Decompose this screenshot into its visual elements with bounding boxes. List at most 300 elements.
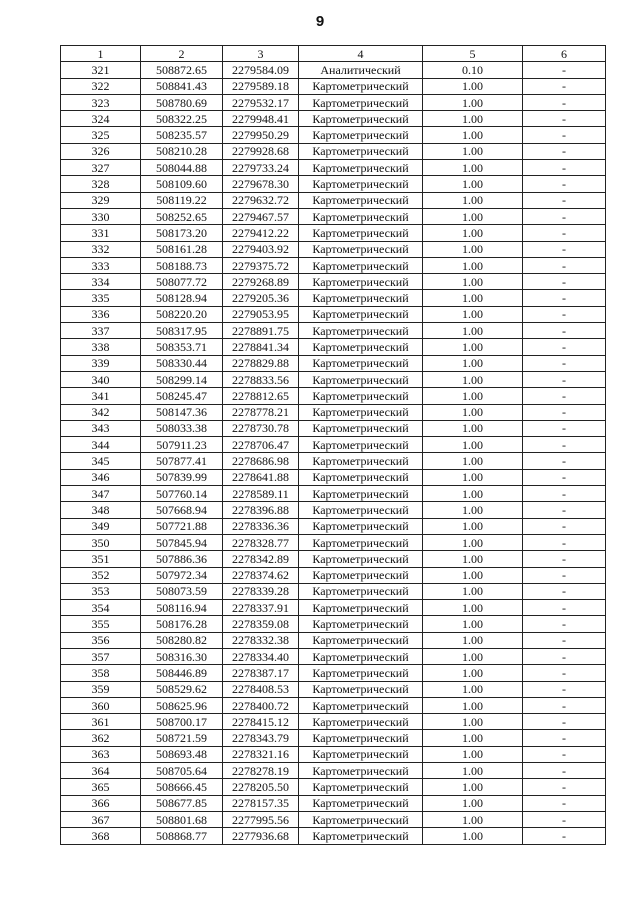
note-cell: - xyxy=(523,632,606,648)
note-cell: - xyxy=(523,192,606,208)
y-coordinate-cell: 2278829.88 xyxy=(223,355,299,371)
y-coordinate-cell: 2278891.75 xyxy=(223,323,299,339)
table-row xyxy=(61,241,606,257)
y-coordinate-cell: 2278332.38 xyxy=(223,632,299,648)
table-row xyxy=(61,404,606,420)
method-cell: Картометрический xyxy=(299,453,423,469)
accuracy-cell: 1.00 xyxy=(423,811,523,827)
y-coordinate-cell: 2278396.88 xyxy=(223,502,299,518)
table-row xyxy=(61,143,606,159)
y-coordinate-cell: 2278706.47 xyxy=(223,437,299,453)
note-cell: - xyxy=(523,714,606,730)
x-coordinate-cell: 508625.96 xyxy=(141,697,223,713)
column-header-3: 3 xyxy=(223,46,299,62)
method-cell: Картометрический xyxy=(299,779,423,795)
y-coordinate-cell: 2278321.16 xyxy=(223,746,299,762)
point-number-cell: 322 xyxy=(61,78,141,94)
method-cell: Картометрический xyxy=(299,828,423,844)
table-row xyxy=(61,600,606,616)
point-number-cell: 341 xyxy=(61,388,141,404)
y-coordinate-cell: 2277995.56 xyxy=(223,811,299,827)
note-cell: - xyxy=(523,453,606,469)
method-cell: Картометрический xyxy=(299,257,423,273)
x-coordinate-cell: 508666.45 xyxy=(141,779,223,795)
point-number-cell: 334 xyxy=(61,274,141,290)
y-coordinate-cell: 2278415.12 xyxy=(223,714,299,730)
table-row xyxy=(61,453,606,469)
table-row xyxy=(61,323,606,339)
note-cell: - xyxy=(523,469,606,485)
point-number-cell: 351 xyxy=(61,551,141,567)
accuracy-cell: 1.00 xyxy=(423,241,523,257)
point-number-cell: 332 xyxy=(61,241,141,257)
point-number-cell: 345 xyxy=(61,453,141,469)
table-row xyxy=(61,714,606,730)
accuracy-cell: 1.00 xyxy=(423,779,523,795)
method-cell: Картометрический xyxy=(299,811,423,827)
x-coordinate-cell: 508721.59 xyxy=(141,730,223,746)
method-cell: Картометрический xyxy=(299,600,423,616)
y-coordinate-cell: 2279632.72 xyxy=(223,192,299,208)
note-cell: - xyxy=(523,518,606,534)
method-cell: Картометрический xyxy=(299,681,423,697)
note-cell: - xyxy=(523,143,606,159)
table-row xyxy=(61,665,606,681)
point-number-cell: 344 xyxy=(61,437,141,453)
y-coordinate-cell: 2278359.08 xyxy=(223,616,299,632)
table-row xyxy=(61,648,606,664)
y-coordinate-cell: 2279928.68 xyxy=(223,143,299,159)
accuracy-cell: 1.00 xyxy=(423,681,523,697)
table-row xyxy=(61,632,606,648)
table-row xyxy=(61,274,606,290)
x-coordinate-cell: 508693.48 xyxy=(141,746,223,762)
y-coordinate-cell: 2278205.50 xyxy=(223,779,299,795)
x-coordinate-cell: 508147.36 xyxy=(141,404,223,420)
accuracy-cell: 1.00 xyxy=(423,176,523,192)
accuracy-cell: 1.00 xyxy=(423,616,523,632)
note-cell: - xyxy=(523,551,606,567)
point-number-cell: 343 xyxy=(61,420,141,436)
note-cell: - xyxy=(523,208,606,224)
point-number-cell: 353 xyxy=(61,583,141,599)
method-cell: Картометрический xyxy=(299,339,423,355)
x-coordinate-cell: 507839.99 xyxy=(141,469,223,485)
point-number-cell: 362 xyxy=(61,730,141,746)
note-cell: - xyxy=(523,94,606,110)
note-cell: - xyxy=(523,388,606,404)
accuracy-cell: 1.00 xyxy=(423,828,523,844)
accuracy-cell: 1.00 xyxy=(423,111,523,127)
point-number-cell: 333 xyxy=(61,257,141,273)
note-cell: - xyxy=(523,371,606,387)
x-coordinate-cell: 508299.14 xyxy=(141,371,223,387)
y-coordinate-cell: 2278278.19 xyxy=(223,763,299,779)
method-cell: Картометрический xyxy=(299,616,423,632)
accuracy-cell: 1.00 xyxy=(423,453,523,469)
y-coordinate-cell: 2279948.41 xyxy=(223,111,299,127)
x-coordinate-cell: 508322.25 xyxy=(141,111,223,127)
point-number-cell: 352 xyxy=(61,567,141,583)
table-row xyxy=(61,730,606,746)
accuracy-cell: 1.00 xyxy=(423,665,523,681)
column-header-2: 2 xyxy=(141,46,223,62)
point-number-cell: 348 xyxy=(61,502,141,518)
method-cell: Картометрический xyxy=(299,192,423,208)
point-number-cell: 358 xyxy=(61,665,141,681)
accuracy-cell: 1.00 xyxy=(423,763,523,779)
accuracy-cell: 1.00 xyxy=(423,257,523,273)
x-coordinate-cell: 508044.88 xyxy=(141,160,223,176)
method-cell: Картометрический xyxy=(299,763,423,779)
point-number-cell: 337 xyxy=(61,323,141,339)
x-coordinate-cell: 508280.82 xyxy=(141,632,223,648)
x-coordinate-cell: 507877.41 xyxy=(141,453,223,469)
y-coordinate-cell: 2278334.40 xyxy=(223,648,299,664)
accuracy-cell: 1.00 xyxy=(423,323,523,339)
y-coordinate-cell: 2278778.21 xyxy=(223,404,299,420)
x-coordinate-cell: 508330.44 xyxy=(141,355,223,371)
header-row xyxy=(61,46,606,62)
x-coordinate-cell: 508801.68 xyxy=(141,811,223,827)
y-coordinate-cell: 2278833.56 xyxy=(223,371,299,387)
table-row xyxy=(61,388,606,404)
y-coordinate-cell: 2279403.92 xyxy=(223,241,299,257)
point-number-cell: 367 xyxy=(61,811,141,827)
accuracy-cell: 1.00 xyxy=(423,600,523,616)
point-number-cell: 331 xyxy=(61,225,141,241)
x-coordinate-cell: 508700.17 xyxy=(141,714,223,730)
accuracy-cell: 1.00 xyxy=(423,486,523,502)
method-cell: Картометрический xyxy=(299,518,423,534)
table-row xyxy=(61,225,606,241)
point-number-cell: 354 xyxy=(61,600,141,616)
point-number-cell: 335 xyxy=(61,290,141,306)
method-cell: Картометрический xyxy=(299,795,423,811)
note-cell: - xyxy=(523,274,606,290)
table-row xyxy=(61,616,606,632)
coordinates-table xyxy=(60,45,606,845)
column-header-1: 1 xyxy=(61,46,141,62)
point-number-cell: 329 xyxy=(61,192,141,208)
y-coordinate-cell: 2278342.89 xyxy=(223,551,299,567)
accuracy-cell: 1.00 xyxy=(423,94,523,110)
note-cell: - xyxy=(523,323,606,339)
table-row xyxy=(61,437,606,453)
y-coordinate-cell: 2279467.57 xyxy=(223,208,299,224)
method-cell: Картометрический xyxy=(299,208,423,224)
method-cell: Картометрический xyxy=(299,420,423,436)
x-coordinate-cell: 508705.64 xyxy=(141,763,223,779)
point-number-cell: 321 xyxy=(61,62,141,78)
point-number-cell: 364 xyxy=(61,763,141,779)
note-cell: - xyxy=(523,811,606,827)
method-cell: Картометрический xyxy=(299,94,423,110)
note-cell: - xyxy=(523,681,606,697)
x-coordinate-cell: 508841.43 xyxy=(141,78,223,94)
x-coordinate-cell: 508161.28 xyxy=(141,241,223,257)
table-row xyxy=(61,828,606,844)
accuracy-cell: 1.00 xyxy=(423,551,523,567)
accuracy-cell: 1.00 xyxy=(423,290,523,306)
table-row xyxy=(61,795,606,811)
x-coordinate-cell: 508872.65 xyxy=(141,62,223,78)
table-row xyxy=(61,420,606,436)
method-cell: Картометрический xyxy=(299,274,423,290)
note-cell: - xyxy=(523,160,606,176)
accuracy-cell: 1.00 xyxy=(423,274,523,290)
x-coordinate-cell: 508317.95 xyxy=(141,323,223,339)
method-cell: Картометрический xyxy=(299,78,423,94)
accuracy-cell: 1.00 xyxy=(423,534,523,550)
accuracy-cell: 1.00 xyxy=(423,730,523,746)
method-cell: Картометрический xyxy=(299,160,423,176)
method-cell: Картометрический xyxy=(299,225,423,241)
method-cell: Аналитический xyxy=(299,62,423,78)
x-coordinate-cell: 508252.65 xyxy=(141,208,223,224)
table-row xyxy=(61,78,606,94)
point-number-cell: 355 xyxy=(61,616,141,632)
x-coordinate-cell: 508780.69 xyxy=(141,94,223,110)
x-coordinate-cell: 508128.94 xyxy=(141,290,223,306)
y-coordinate-cell: 2279733.24 xyxy=(223,160,299,176)
point-number-cell: 365 xyxy=(61,779,141,795)
accuracy-cell: 1.00 xyxy=(423,78,523,94)
accuracy-cell: 1.00 xyxy=(423,306,523,322)
y-coordinate-cell: 2279532.17 xyxy=(223,94,299,110)
x-coordinate-cell: 508033.38 xyxy=(141,420,223,436)
y-coordinate-cell: 2278387.17 xyxy=(223,665,299,681)
table-row xyxy=(61,811,606,827)
method-cell: Картометрический xyxy=(299,632,423,648)
x-coordinate-cell: 508868.77 xyxy=(141,828,223,844)
accuracy-cell: 1.00 xyxy=(423,143,523,159)
method-cell: Картометрический xyxy=(299,176,423,192)
note-cell: - xyxy=(523,746,606,762)
column-header-5: 5 xyxy=(423,46,523,62)
note-cell: - xyxy=(523,290,606,306)
point-number-cell: 340 xyxy=(61,371,141,387)
method-cell: Картометрический xyxy=(299,143,423,159)
x-coordinate-cell: 508220.20 xyxy=(141,306,223,322)
table-row xyxy=(61,518,606,534)
x-coordinate-cell: 508235.57 xyxy=(141,127,223,143)
note-cell: - xyxy=(523,404,606,420)
table-row xyxy=(61,371,606,387)
point-number-cell: 359 xyxy=(61,681,141,697)
method-cell: Картометрический xyxy=(299,111,423,127)
method-cell: Картометрический xyxy=(299,697,423,713)
y-coordinate-cell: 2279205.36 xyxy=(223,290,299,306)
point-number-cell: 339 xyxy=(61,355,141,371)
y-coordinate-cell: 2278841.34 xyxy=(223,339,299,355)
note-cell: - xyxy=(523,437,606,453)
method-cell: Картометрический xyxy=(299,665,423,681)
point-number-cell: 361 xyxy=(61,714,141,730)
x-coordinate-cell: 508119.22 xyxy=(141,192,223,208)
table-row xyxy=(61,469,606,485)
table-row xyxy=(61,746,606,762)
method-cell: Картометрический xyxy=(299,437,423,453)
accuracy-cell: 0.10 xyxy=(423,62,523,78)
y-coordinate-cell: 2279589.18 xyxy=(223,78,299,94)
table-row xyxy=(61,290,606,306)
x-coordinate-cell: 508109.60 xyxy=(141,176,223,192)
note-cell: - xyxy=(523,176,606,192)
table-body xyxy=(61,62,606,844)
method-cell: Картометрический xyxy=(299,746,423,762)
table-row xyxy=(61,94,606,110)
point-number-cell: 356 xyxy=(61,632,141,648)
note-cell: - xyxy=(523,616,606,632)
note-cell: - xyxy=(523,111,606,127)
note-cell: - xyxy=(523,225,606,241)
table-row xyxy=(61,681,606,697)
point-number-cell: 327 xyxy=(61,160,141,176)
table-row xyxy=(61,176,606,192)
y-coordinate-cell: 2279412.22 xyxy=(223,225,299,241)
accuracy-cell: 1.00 xyxy=(423,339,523,355)
point-number-cell: 330 xyxy=(61,208,141,224)
x-coordinate-cell: 508077.72 xyxy=(141,274,223,290)
point-number-cell: 342 xyxy=(61,404,141,420)
page-number: 9 xyxy=(315,13,325,30)
y-coordinate-cell: 2278336.36 xyxy=(223,518,299,534)
point-number-cell: 326 xyxy=(61,143,141,159)
point-number-cell: 325 xyxy=(61,127,141,143)
y-coordinate-cell: 2278400.72 xyxy=(223,697,299,713)
method-cell: Картометрический xyxy=(299,241,423,257)
table-row xyxy=(61,355,606,371)
accuracy-cell: 1.00 xyxy=(423,404,523,420)
method-cell: Картометрический xyxy=(299,388,423,404)
y-coordinate-cell: 2278339.28 xyxy=(223,583,299,599)
y-coordinate-cell: 2278641.88 xyxy=(223,469,299,485)
point-number-cell: 323 xyxy=(61,94,141,110)
accuracy-cell: 1.00 xyxy=(423,795,523,811)
x-coordinate-cell: 507972.34 xyxy=(141,567,223,583)
method-cell: Картометрический xyxy=(299,290,423,306)
note-cell: - xyxy=(523,697,606,713)
y-coordinate-cell: 2278337.91 xyxy=(223,600,299,616)
point-number-cell: 368 xyxy=(61,828,141,844)
note-cell: - xyxy=(523,665,606,681)
y-coordinate-cell: 2278343.79 xyxy=(223,730,299,746)
method-cell: Картометрический xyxy=(299,648,423,664)
accuracy-cell: 1.00 xyxy=(423,127,523,143)
note-cell: - xyxy=(523,648,606,664)
table-row xyxy=(61,160,606,176)
point-number-cell: 366 xyxy=(61,795,141,811)
accuracy-cell: 1.00 xyxy=(423,160,523,176)
y-coordinate-cell: 2278730.78 xyxy=(223,420,299,436)
table-header xyxy=(61,46,606,62)
point-number-cell: 357 xyxy=(61,648,141,664)
accuracy-cell: 1.00 xyxy=(423,355,523,371)
method-cell: Картометрический xyxy=(299,730,423,746)
table-row xyxy=(61,763,606,779)
y-coordinate-cell: 2279268.89 xyxy=(223,274,299,290)
note-cell: - xyxy=(523,62,606,78)
method-cell: Картометрический xyxy=(299,127,423,143)
note-cell: - xyxy=(523,127,606,143)
y-coordinate-cell: 2278157.35 xyxy=(223,795,299,811)
accuracy-cell: 1.00 xyxy=(423,567,523,583)
method-cell: Картометрический xyxy=(299,534,423,550)
method-cell: Картометрический xyxy=(299,469,423,485)
point-number-cell: 346 xyxy=(61,469,141,485)
x-coordinate-cell: 508677.85 xyxy=(141,795,223,811)
x-coordinate-cell: 507721.88 xyxy=(141,518,223,534)
table-row xyxy=(61,779,606,795)
x-coordinate-cell: 508529.62 xyxy=(141,681,223,697)
point-number-cell: 324 xyxy=(61,111,141,127)
y-coordinate-cell: 2279053.95 xyxy=(223,306,299,322)
note-cell: - xyxy=(523,502,606,518)
accuracy-cell: 1.00 xyxy=(423,583,523,599)
point-number-cell: 338 xyxy=(61,339,141,355)
method-cell: Картометрический xyxy=(299,583,423,599)
y-coordinate-cell: 2279375.72 xyxy=(223,257,299,273)
method-cell: Картометрический xyxy=(299,486,423,502)
point-number-cell: 363 xyxy=(61,746,141,762)
accuracy-cell: 1.00 xyxy=(423,192,523,208)
point-number-cell: 328 xyxy=(61,176,141,192)
note-cell: - xyxy=(523,339,606,355)
y-coordinate-cell: 2278589.11 xyxy=(223,486,299,502)
x-coordinate-cell: 507668.94 xyxy=(141,502,223,518)
note-cell: - xyxy=(523,730,606,746)
table-row xyxy=(61,62,606,78)
x-coordinate-cell: 507760.14 xyxy=(141,486,223,502)
note-cell: - xyxy=(523,763,606,779)
x-coordinate-cell: 507911.23 xyxy=(141,437,223,453)
point-number-cell: 336 xyxy=(61,306,141,322)
table-row xyxy=(61,502,606,518)
y-coordinate-cell: 2278812.65 xyxy=(223,388,299,404)
table-row xyxy=(61,111,606,127)
y-coordinate-cell: 2278328.77 xyxy=(223,534,299,550)
x-coordinate-cell: 507845.94 xyxy=(141,534,223,550)
y-coordinate-cell: 2279678.30 xyxy=(223,176,299,192)
x-coordinate-cell: 508353.71 xyxy=(141,339,223,355)
accuracy-cell: 1.00 xyxy=(423,632,523,648)
table-row xyxy=(61,257,606,273)
column-header-6: 6 xyxy=(523,46,606,62)
note-cell: - xyxy=(523,828,606,844)
x-coordinate-cell: 508176.28 xyxy=(141,616,223,632)
point-number-cell: 347 xyxy=(61,486,141,502)
table-row xyxy=(61,486,606,502)
accuracy-cell: 1.00 xyxy=(423,388,523,404)
table-row xyxy=(61,127,606,143)
table-row xyxy=(61,567,606,583)
y-coordinate-cell: 2278408.53 xyxy=(223,681,299,697)
x-coordinate-cell: 508116.94 xyxy=(141,600,223,616)
x-coordinate-cell: 507886.36 xyxy=(141,551,223,567)
method-cell: Картометрический xyxy=(299,306,423,322)
note-cell: - xyxy=(523,779,606,795)
note-cell: - xyxy=(523,306,606,322)
note-cell: - xyxy=(523,795,606,811)
y-coordinate-cell: 2278374.62 xyxy=(223,567,299,583)
y-coordinate-cell: 2277936.68 xyxy=(223,828,299,844)
note-cell: - xyxy=(523,486,606,502)
table-row xyxy=(61,192,606,208)
note-cell: - xyxy=(523,534,606,550)
x-coordinate-cell: 508446.89 xyxy=(141,665,223,681)
table-row xyxy=(61,551,606,567)
